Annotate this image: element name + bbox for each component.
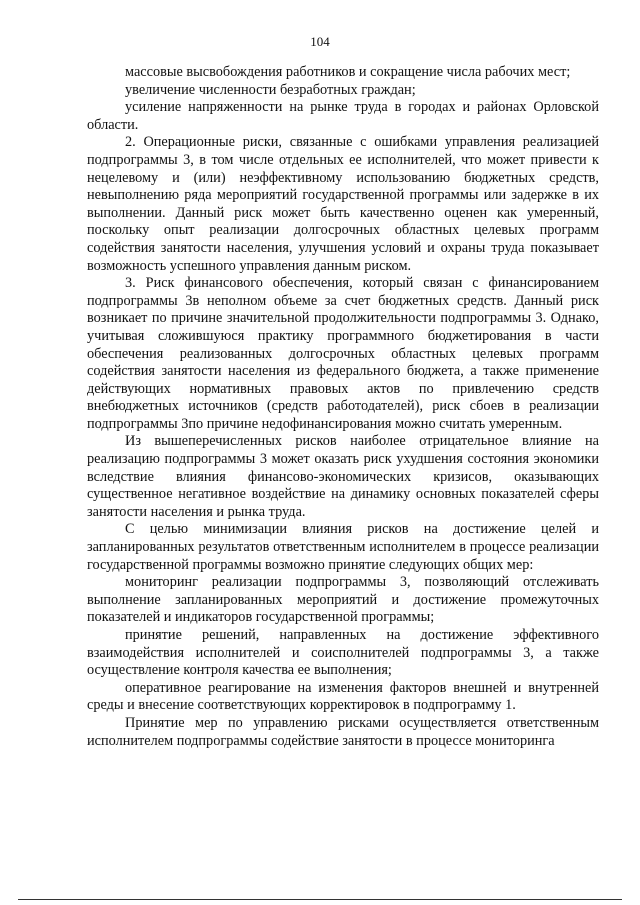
bottom-scan-edge [18, 899, 622, 900]
paragraph-unemployment-growth: увеличение численности безработных граждан; [125, 81, 416, 98]
paragraph-job-cuts: массовые высвобождения работников и сокращение числа рабочих мест; [125, 64, 571, 80]
page-number: 104 [310, 34, 330, 49]
paragraph-financial-risk: 3. Риск финансового обеспечения, который связан с финансированием подпрограммы 3в неполном объеме за счет бюджетных средств. Данный риск возникает по причине значительной продолжительности подпрограммы 3. Однако, учитывая сложившуюся практику программного бюджетирования в части обеспечения реализованных долгосрочных областных целевых программ содействия занятости населения из федерального бюджета, а также применение действующих нормативных правовых актов по привлечению средств внебюджетных источников (средств работодателей), риск сбоев в реализации подпрограммы 3по причине недофинансирования можно считать умеренным. [87, 275, 599, 432]
paragraph-measure-response: оперативное реагирование на изменения факторов внешней и внутренней среды и внесение соответствующих корректировок в подпрограмму 1. [87, 679, 599, 714]
paragraph-risk-management: Принятие мер по управлению рисками осуществляется ответственным исполнителем подпрограммы содействие занятости в процессе мониторинга [87, 714, 599, 749]
document-body [87, 64, 599, 750]
paragraph-labor-market-tension: усиление напряженности на рынке труда в городах и районах Орловской области. [87, 99, 599, 133]
paragraph-risk-mitigation-intro: С целью минимизации влияния рисков на достижение целей и запланированных результатов ответственным исполнителем в процессе реализации государственной программы возможно принятие следующих общих мер: [87, 521, 599, 573]
paragraph-measure-monitoring: мониторинг реализации подпрограммы 3, позволяющий отслеживать выполнение запланированных мероприятий и достижение промежуточных показателей и индикаторов государственной программы; [87, 574, 599, 626]
paragraph-operational-risks: 2. Операционные риски, связанные с ошибками управления реализацией подпрограммы 3, в том числе отдельных ее исполнителей, что может привести к нецелевому и (или) неэффективному использованию бюджетных средств, невыполнению ряда мероприятий государственной программы или задержке в их выполнении. Данный риск может быть качественно оценен как умеренный, поскольку опыт реализации долгосрочных областных целевых программ содействия занятости населения, улучшения условий и охраны труда показывает возможность успешного управления данным риском. [87, 134, 599, 274]
paragraph-measure-decisions: принятие решений, направленных на достижение эффективного взаимодействия исполнителей и соисполнителей подпрограммы 3, а также осуществление контроля качества ее выполнения; [87, 627, 599, 679]
paragraph-most-negative-risk: Из вышеперечисленных рисков наиболее отрицательное влияние на реализацию подпрограммы 3 может оказать риск ухудшения состояния экономики вследствие влияния финансово-экономических кризисов, оказывающих существенное негативное воздействие на динамику основных показателей сферы занятости населения и рынка труда. [87, 433, 599, 520]
